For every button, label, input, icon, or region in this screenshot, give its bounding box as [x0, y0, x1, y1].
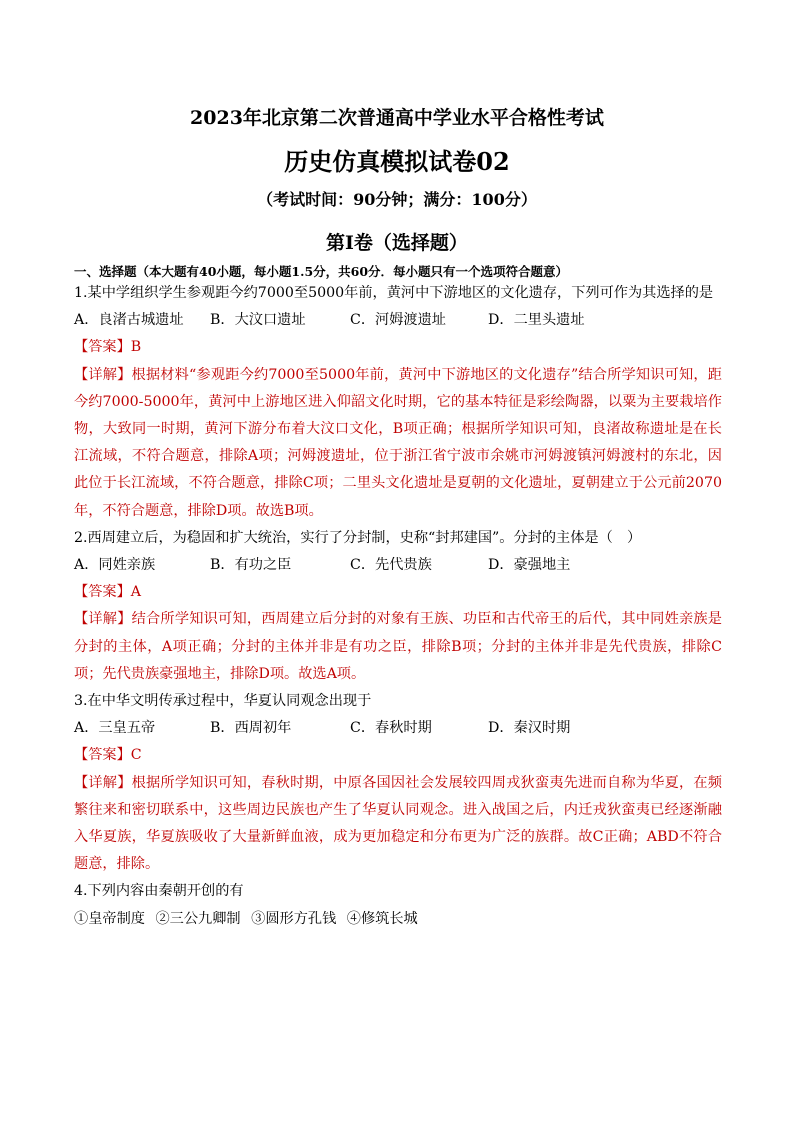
options-row: [74, 307, 722, 334]
question-stem: 3.在中华文明传承过程中，华夏认同观念出现于: [74, 693, 372, 710]
statement-item: ③圆形方孔钱: [251, 910, 337, 927]
option-a: A．三皇五帝: [74, 720, 156, 737]
answer: 【答案】A: [74, 584, 141, 601]
explanation: 【详解】根据材料“参观距今约7000至5000年前，黄河中下游地区的文化遗存”结合所学知识可知，距今约7000-5000年，黄河中上游地区进入仰韶文化时期，它的基本特征是彩绘陶器，以粟为主要栽培作物，大致同一时期，黄河下游分布着大汶口文化，B项正确；根据所学知识可知，良渚故称遗址是在长江流域，不符合题意，排除A项；河姆渡遗址，位于浙江省宁波市余姚市河姆渡镇河姆渡村的东北，因此位于长江流域，不符合题意，排除C项；二里头文化遗址是夏朝的文化遗址，夏朝建立于公元前2070年，不符合题意，排除D项。故选B项。: [74, 366, 722, 519]
option-c: C．河姆渡遗址: [350, 312, 446, 329]
exam-title: 2023年北京第二次普通高中学业水平合格性考试: [190, 107, 604, 129]
paper-title: 历史仿真模拟试卷02: [284, 147, 510, 176]
part-title: 第Ⅰ卷（选择题）: [326, 232, 468, 254]
questions-body: [74, 280, 722, 933]
section-intro: 一、选择题（本大题有40小题，每小题1.5分，共60分．每小题只有一个选项符合题意）: [74, 264, 569, 279]
options-row: [74, 552, 722, 579]
option-b: B．大汶口遗址: [210, 312, 306, 329]
question-stem: 1.某中学组织学生参观距今约7000至5000年前，黄河中下游地区的文化遗存，下列可作为其选择的是: [74, 285, 714, 301]
statement-items: [74, 906, 722, 933]
exam-info: （考试时间：90分钟；满分：100分）: [257, 190, 537, 209]
statement-item: ①皇帝制度: [74, 910, 145, 927]
option-d: D．二里头遗址: [488, 312, 585, 329]
option-b: B．有功之臣: [210, 557, 292, 574]
option-c: C．先代贵族: [350, 557, 432, 574]
question-stem: 2.西周建立后，为稳固和扩大统治，实行了分封制，史称“封邦建国”。分封的主体是（ ）: [74, 529, 642, 546]
option-d: D．豪强地主: [488, 557, 571, 574]
statement-item: ②三公九卿制: [155, 910, 241, 927]
option-d: D．秦汉时期: [488, 720, 571, 737]
explanation: 【详解】结合所学知识可知，西周建立后分封的对象有王族、功臣和古代帝王的后代，其中同姓亲族是分封的主体，A项正确；分封的主体并非是有功之臣，排除B项；分封的主体并非是先代贵族，排除C项；先代贵族豪强地主，排除D项。故选A项。: [74, 611, 722, 682]
answer: 【答案】C: [74, 747, 142, 764]
option-a: A．同姓亲族: [74, 557, 156, 574]
answer: 【答案】B: [74, 339, 142, 356]
option-c: C．春秋时期: [350, 720, 432, 737]
statement-item: ④修筑长城: [346, 910, 418, 927]
options-row: [74, 715, 722, 742]
question-stem: 4.下列内容由秦朝开创的有: [74, 883, 244, 900]
option-a: A．良渚古城遗址: [74, 312, 184, 329]
explanation: 【详解】根据所学知识可知，春秋时期，中原各国因社会发展较四周戎狄蛮夷先进而自称为华夏，在频繁往来和密切联系中，这些周边民族也产生了华夏认同观念。进入战国之后，内迁戎狄蛮夷已经逐渐融入华夏族，华夏族吸收了大量新鲜血液，成为更加稳定和分布更为广泛的族群。故C正确；ABD不符合题意，排除。: [74, 774, 722, 873]
option-b: B．西周初年: [210, 720, 292, 737]
